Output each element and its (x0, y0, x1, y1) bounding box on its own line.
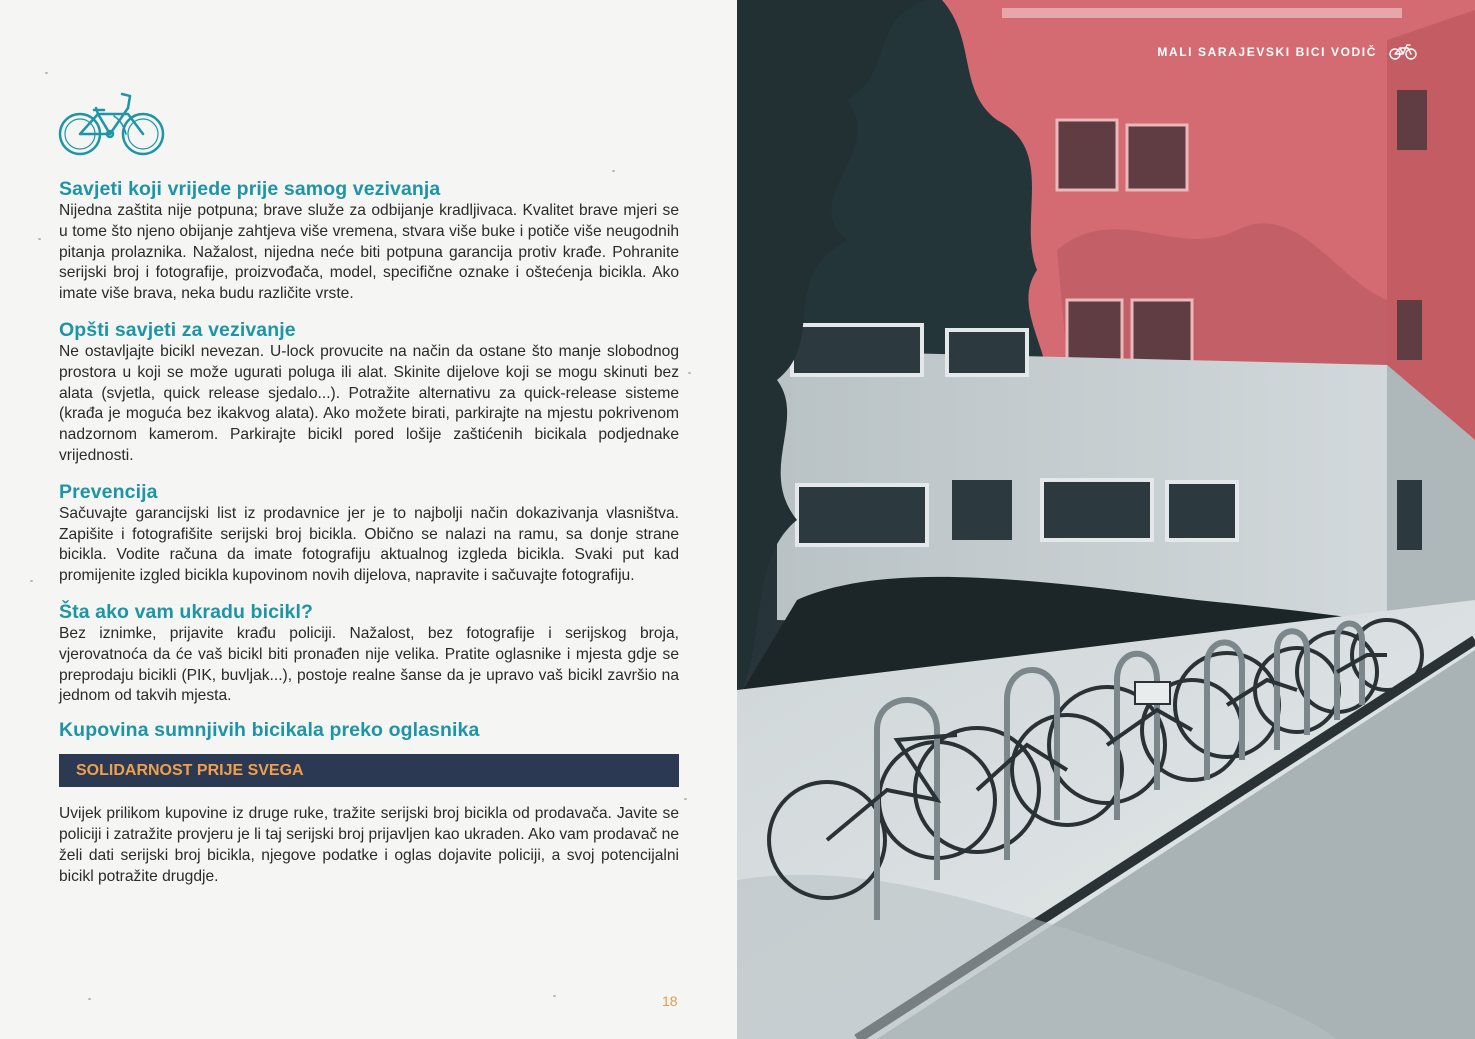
section-prevention (59, 481, 679, 587)
paper-speck (88, 998, 91, 1000)
paper-speck (688, 372, 691, 374)
section-heading: Šta ako vam ukradu bicikl? (59, 600, 314, 623)
purchase-body: Uvijek prilikom kupovine iz druge ruke, tražite serijski broj bicikla od prodavača. Javite se policiji i zatražite provjeru je li taj serijski broj prijavljen kao ukraden. Ako vam prodavač ne želi dati serijski broj bicikla, njegove podatke i oglas dojavite policiji, a svoj potencijalni bicikl potražite drugdje. (59, 805, 679, 885)
bicycle-outline-icon (1388, 42, 1418, 60)
paper-speck (553, 995, 556, 997)
solidarity-banner: SOLIDARNOST PRIJE SVEGA (59, 754, 679, 787)
paper-speck (38, 238, 41, 240)
right-page (737, 0, 1475, 1039)
page-number: 18 (662, 993, 678, 1009)
guide-title: MALI SARAJEVSKI BICI VODIČ (1157, 45, 1377, 59)
paper-speck (612, 170, 615, 172)
paper-speck (684, 798, 687, 800)
section-body: Nijedna zaštita nije potpuna; brave služe za odbijanje kradljivaca. Kvalitet brave mjeri se u tome što njeno obijanje zahtjeva više vremena, stvara više buke i potiče više neugodnih pitanja prolaznika. Nažalost, nijedna neće biti potpuna garancija protiv krađe. Pohranite serijski broj i fotografije, proizvođača, model, specifične oznake i oštećenja bicikla. Ako imate više brava, neka budu različite vrste. (59, 202, 679, 303)
section-body: Sačuvajte garancijski list iz prodavnice jer je to najbolji način dokazivanja vlasništva. Zapišite i fotografišite serijski broj bicikla. Obično se nalazi na ramu, sa donje strane bicikla. Vodite računa da imate fotografiju aktualnog izgleda bicikla. Svaki put kad promijenite izgled bicikla kupovinom novih dijelova, napravite i sačuvajte fotografiju. (59, 504, 679, 585)
section-heading: Opšti savjeti za vezivanje (59, 318, 296, 341)
section-general-locking (59, 319, 679, 467)
paper-speck (30, 580, 33, 582)
section-stolen-bike (59, 601, 679, 707)
purchase-heading: Kupovina sumnjivih bicikala preko oglasnika (59, 719, 480, 742)
section-heading: Prevencija (59, 480, 158, 503)
article (59, 178, 679, 887)
section-heading: Savjeti koji vrijede prije samog vezivanja (59, 178, 441, 200)
left-page (0, 0, 737, 1039)
bike-rack-photo (737, 0, 1475, 1039)
section-body: Ne ostavljajte bicikl nevezan. U-lock provucite na način da ostane što manje slobodnog prostora u koji se može ugurati poluga ili alat. Skinite dijelove koji se mogu skinuti bez alata (svjetla, quick release sjedalo...). Potražite alternativu za quick-release sisteme (krađa je moguća bez ikakvog alata). Ako možete birati, parkirajte na mjestu pokrivenom nadzornom kamerom. Parkirajte bicikl pored lošije zaštićenih bicikala podjednake vrijednosti. (59, 342, 679, 464)
section-before-locking (59, 178, 679, 305)
section-body: Bez iznimke, prijavite krađu policiji. Nažalost, bez fotografije i serijskog broja, vjerovatnoća da će vaš bicikl biti pronađen nije velika. Pratite oglasnike i mjesta gdje se preprodaju bicikli (PIK, buvljak...), postoje realne šanse da je upravo vaš bicikl završio na jednom od takvih mjesta. (59, 624, 679, 705)
bicycle-icon (58, 88, 166, 156)
paper-speck (45, 72, 48, 74)
